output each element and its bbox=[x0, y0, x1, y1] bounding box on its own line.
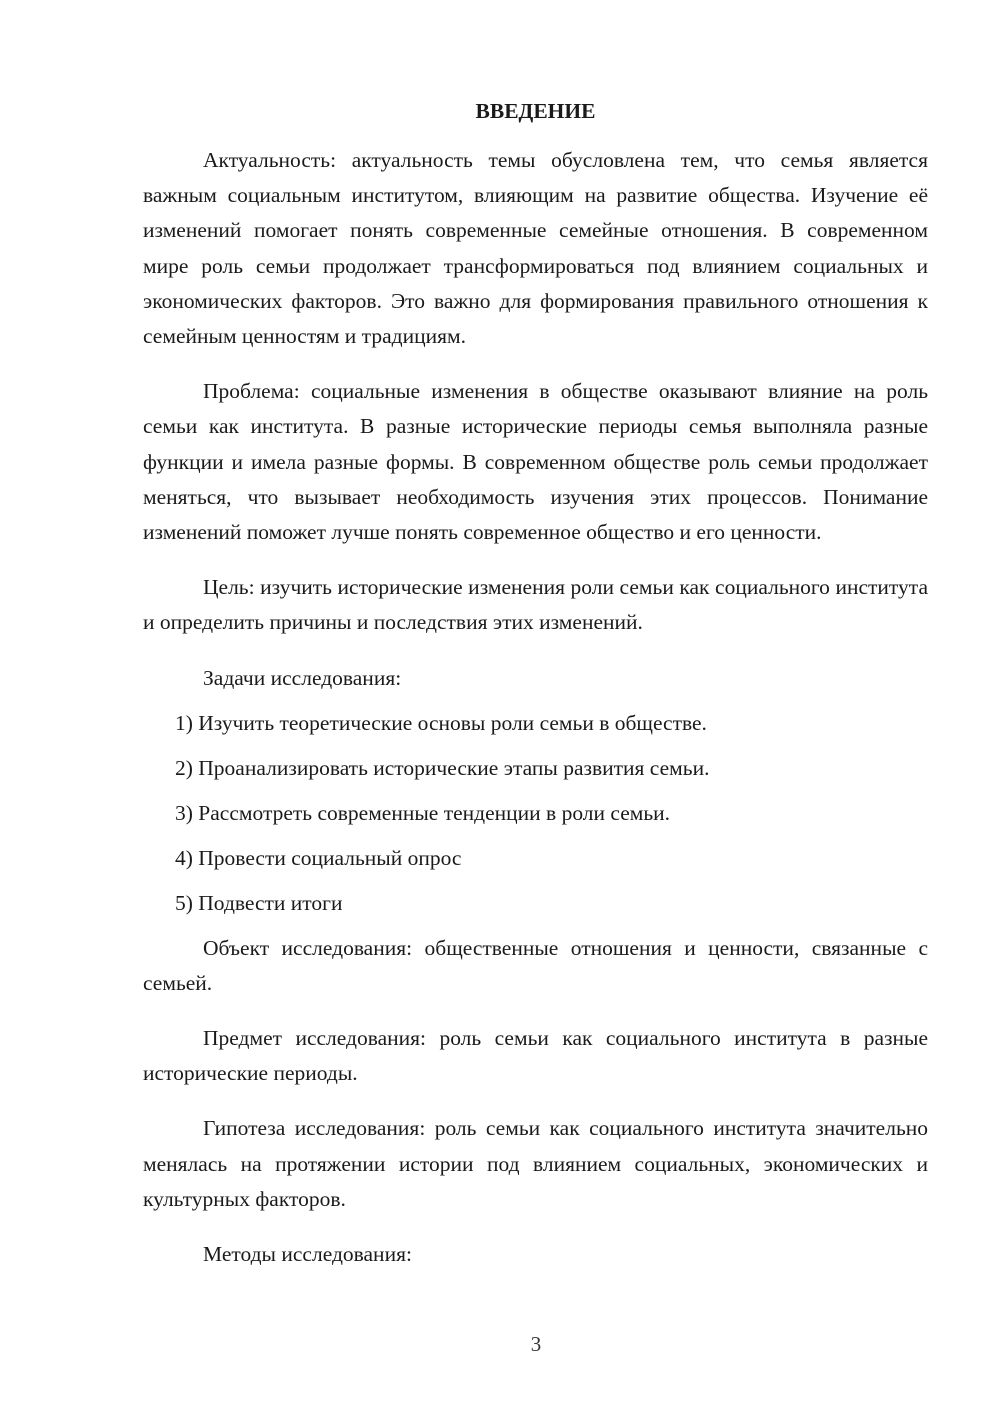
methods-heading: Методы исследования: bbox=[203, 1242, 412, 1267]
subject-paragraph: Предмет исследования: роль семьи как социального института в разные исторические периоды. bbox=[143, 1026, 928, 1086]
task-item: 1) Изучить теоретические основы роли семьи в обществе. bbox=[175, 710, 707, 735]
tasks-heading: Задачи исследования: bbox=[203, 665, 402, 690]
problem-paragraph: Проблема: социальные изменения в обществе оказывают влияние на роль семьи как института. В разные исторические периоды семья выполняла разные функции и имела разные формы. В современном обществе роль семьи продолжает меняться, что вызывает необходимость изучения этих процессов. Понимание изменений поможет лучше понять современное общество и его ценности. bbox=[143, 379, 928, 545]
relevance-paragraph: Актуальность: актуальность темы обусловлена тем, что семья является важным социальным институтом, влияющим на развитие общества. Изучение её изменений помогает понять современные семейные отношения. В современном мире роль семьи продолжает трансформироваться под влиянием социальных и экономических факторов. Это важно для формирования правильного отношения к семейным ценностям и традициям. bbox=[143, 148, 928, 349]
hypothesis-paragraph: Гипотеза исследования: роль семьи как социального института значительно менялась на протяжении истории под влиянием социальных, экономических и культурных факторов. bbox=[143, 1116, 928, 1211]
document-body bbox=[143, 143, 928, 1292]
page-title: ВВЕДЕНИЕ bbox=[475, 99, 596, 123]
task-item: 4) Провести социальный опрос bbox=[175, 845, 462, 870]
task-item: 3) Рассмотреть современные тенденции в роли семьи. bbox=[175, 800, 671, 825]
task-item: 5) Подвести итоги bbox=[175, 890, 343, 915]
page-number: 3 bbox=[530, 1332, 542, 1356]
goal-paragraph: Цель: изучить исторические изменения роли семьи как социального института и определить причины и последствия этих изменений. bbox=[143, 575, 928, 635]
tasks-list bbox=[143, 706, 928, 921]
object-paragraph: Объект исследования: общественные отношения и ценности, связанные с семьей. bbox=[143, 935, 928, 995]
task-item: 2) Проанализировать исторические этапы развития семьи. bbox=[175, 755, 710, 780]
